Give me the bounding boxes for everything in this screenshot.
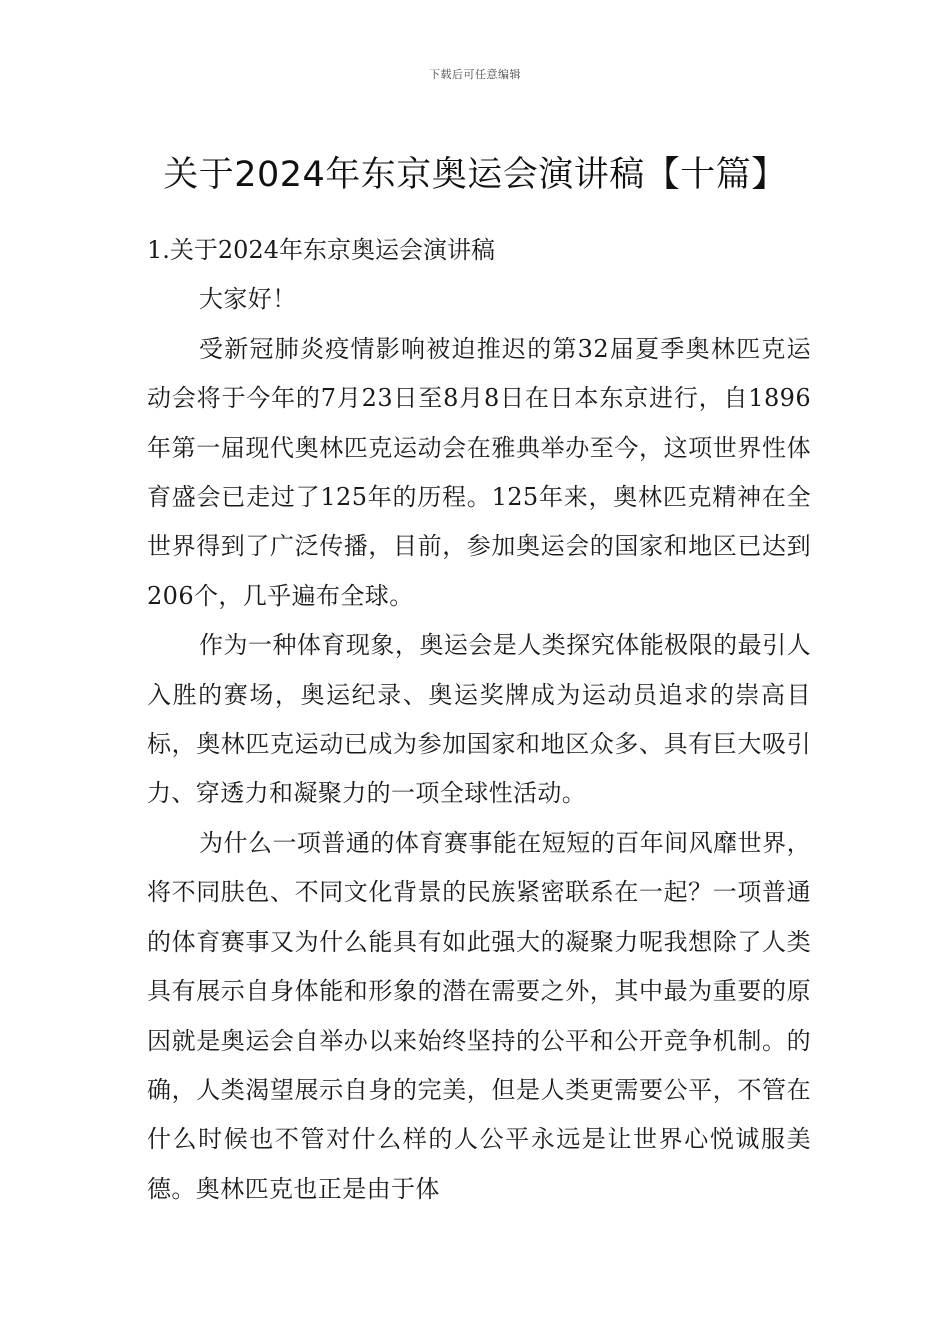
paragraph-1: 受新冠肺炎疫情影响被迫推迟的第32届夏季奥林匹克运动会将于今年的7月23日至8月8日在日本东京进行，自1896年第一届现代奥林匹克运动会在雅典举办至今，这项世界性体育盛会已走过了125年的历程。125年来，奥林匹克精神在全世界得到了广泛传播，目前，参加奥运会的国家和地区已达到206个，几乎遍布全球。 <box>147 334 811 610</box>
paragraph-greeting: 大家好！ <box>199 285 297 314</box>
header-note: 下载后可任意编辑 <box>429 68 521 81</box>
section-heading: 1.关于2024年东京奥运会演讲稿 <box>147 236 495 264</box>
paragraph-2: 作为一种体育现象，奥运会是人类探究体能极限的最引人入胜的赛场，奥运纪录、奥运奖牌成为运动员追求的崇高目标，奥林匹克运动已成为参加国家和地区众多、具有巨大吸引力、穿透力和凝聚力的一项全球性活动。 <box>147 631 811 808</box>
paragraph-3: 为什么一项普通的体育赛事能在短短的百年间风靡世界，将不同肤色、不同文化背景的民族紧密联系在一起？一项普通的体育赛事又为什么能具有如此强大的凝聚力呢我想除了人类具有展示自身体能和形象的潜在需要之外，其中最为重要的原因就是奥运会自举办以来始终坚持的公平和公开竞争机制。的确，人类渴望展示自身的完美，但是人类更需要公平，不管在什么时候也不管对什么样的人公平永远是让世界心悦诚服美德。奥林匹克也正是由于体 <box>147 828 811 1203</box>
document-body <box>147 226 811 1214</box>
document-title: 关于2024年东京奥运会演讲稿【十篇】 <box>163 155 787 196</box>
